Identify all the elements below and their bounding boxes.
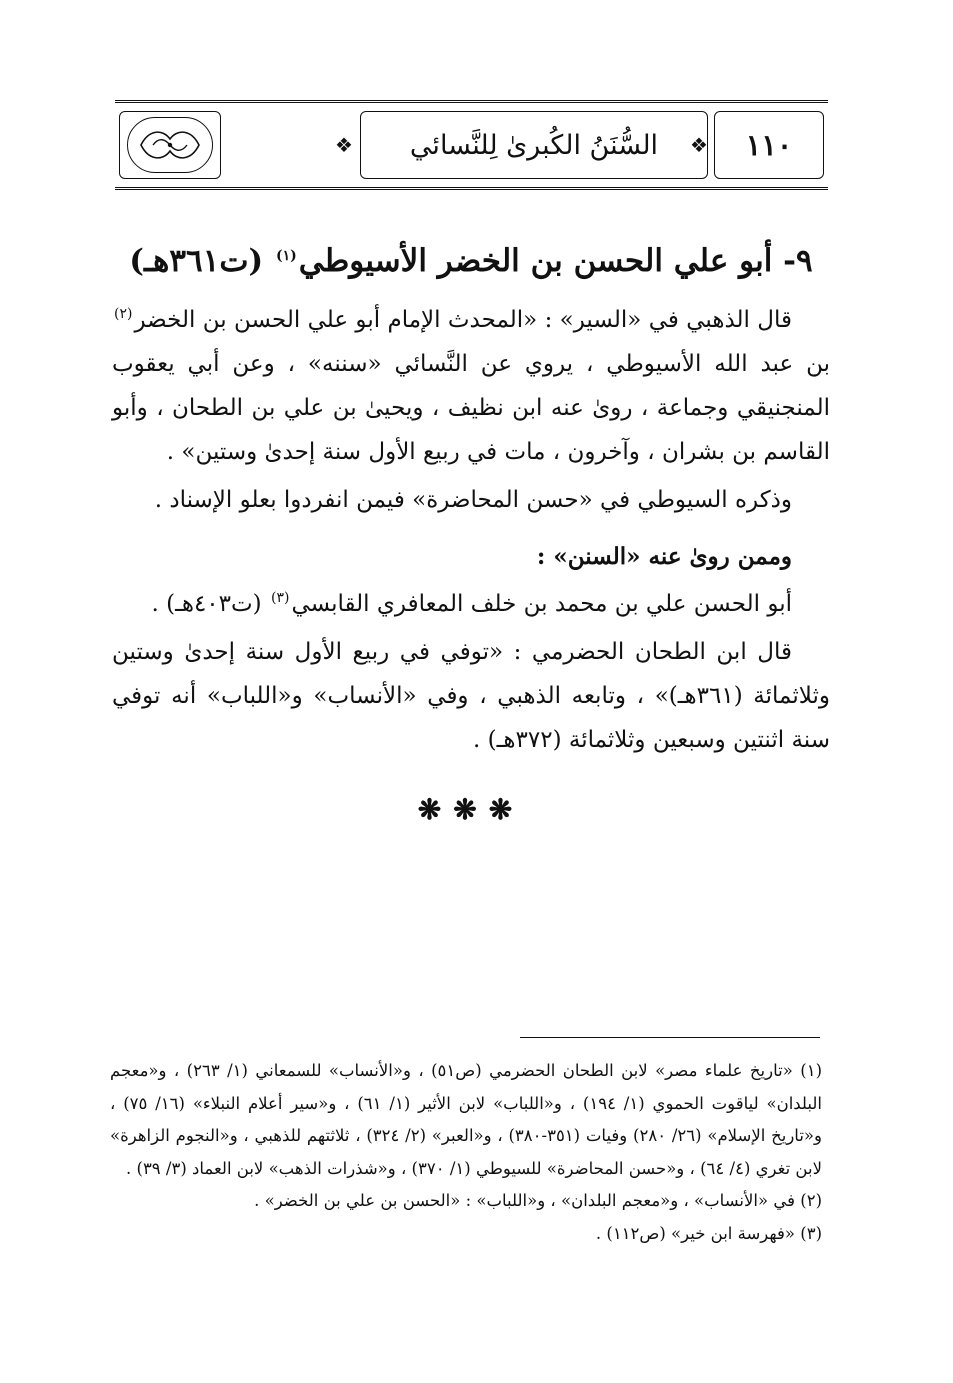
page-number-box — [714, 111, 824, 179]
running-title: السُّنَنُ الكُبرىٰ لِلنَّسائي — [409, 129, 659, 161]
page-number: ١١٠ — [745, 128, 793, 162]
asterism-separator: ❋❋❋ — [417, 793, 525, 826]
section-title-date: (ت٣٦١هـ) — [129, 243, 264, 279]
footnote-2: (٢) في «الأنساب» ، و«معجم البلدان» ، و«اللباب» : «الحسن بن علي بن الخضر» . — [254, 1191, 822, 1210]
footnote-divider — [520, 1037, 820, 1038]
book-logo-ornament-icon — [135, 125, 205, 165]
section-title — [112, 232, 830, 290]
ornament-icon: ❖ — [335, 133, 353, 157]
narrator-line — [112, 582, 830, 626]
footnote-ref[interactable]: (٣) — [270, 590, 290, 607]
paragraph-suyuti: وذكره السيوطي في «حسن المحاضرة» فيمن انفردوا بعلو الإسناد . — [154, 487, 792, 513]
running-title-box — [360, 111, 708, 179]
paragraph-text: بن عبد الله الأسيوطي ، يروي عن النَّسائي «سننه» ، وعن أبي يعقوب المنجنيقي وجماعة ، روىٰ عنه ابن نظيف ، ويحيىٰ بن علي بن الطحان ، وأبو القاسم بن بشران ، وآخرون ، مات في ربيع الأول سنة إحدىٰ وستين» . — [112, 351, 830, 465]
footnote-ref[interactable]: (٢) — [114, 306, 133, 323]
footnote-3: (٣) «فهرسة ابن خير» (ص١١٢) . — [595, 1223, 822, 1243]
footnote-ref[interactable]: (١) — [276, 247, 297, 264]
section-title-text: ٩- أبو علي الحسن بن الخضر الأسيوطي — [298, 243, 813, 279]
page-body — [112, 232, 830, 830]
footnotes — [110, 1055, 822, 1250]
subheading-narrators: وممن روىٰ عنه «السنن» : — [536, 543, 792, 570]
book-seal-box — [119, 111, 221, 179]
page-header — [115, 100, 828, 190]
narrator-name: أبو الحسن علي بن محمد بن خلف المعافري القابسي — [291, 591, 792, 617]
ornament-icon: ❖ — [690, 133, 708, 157]
paragraph-text: قال الذهبي في «السير» : «المحدث الإمام أبو علي الحسن بن الخضر — [134, 307, 792, 333]
paragraph-dhahabi-quote — [112, 298, 830, 474]
paragraph-death-date: قال ابن الطحان الحضرمي : «توفي في ربيع الأول سنة إحدىٰ وستين وثلاثمائة (٣٦١هـ)» ، وتابعه الذهبي ، وفي «الأنساب» و«اللباب» أنه توفي سنة اثنتين وسبعين وثلاثمائة (٣٧٢هـ) . — [112, 639, 830, 753]
book-logo-icon — [127, 117, 213, 173]
narrator-date: (ت٤٠٣هـ) . — [151, 591, 262, 617]
footnote-1: (١) «تاريخ علماء مصر» لابن الطحان الحضرمي (ص٥١) ، و«الأنساب» للسمعاني (١/ ٢٦٣) ، و«معجم البلدان» لياقوت الحموي (١/ ١٩٤) ، و«اللباب» لابن الأثير (١/ ٦١) ، و«سير أعلام النبلاء» (١٦/ ٧٥) ، و«تاريخ الإسلام» (٢٦/ ٢٨٠) وفيات (٣٥١-٣٨٠) ، و«العبر» (٢/ ٣٢٤) ، ثلاثتهم للذهبي ، و«النجوم الزاهرة» لابن تغري (٤/ ٦٤) ، و«حسن المحاضرة» للسيوطي (١/ ٣٧٠) ، و«شذرات الذهب» لابن العماد (٣/ ٣٩) . — [110, 1061, 822, 1178]
